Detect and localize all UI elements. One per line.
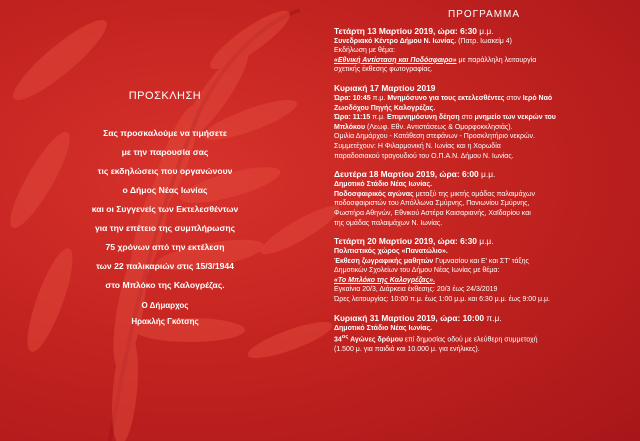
invitation-line: για την επέτειο της συμπλήρωσης bbox=[94, 223, 236, 233]
invitation-line: και οι Συγγενείς των Εκτελεσθέντων bbox=[91, 204, 239, 214]
program-title: ΠΡΟΓΡΑΜΜΑ bbox=[447, 9, 521, 20]
event-line: «Εθνική Αντίσταση και Ποδόσφαιρο» με παράλληλη λειτουργία bbox=[334, 56, 537, 64]
event-line: Ζωοδόχου Πηγής Καλογρέζας. bbox=[334, 104, 436, 112]
event-line: σχετικής έκθεσης φωτογραφίας. bbox=[334, 66, 433, 74]
program-block bbox=[334, 0, 634, 363]
event-date: Τετάρτη 13 Μαρτίου 2019, ώρα: 6:30 μ.μ. bbox=[334, 25, 494, 36]
invitation-line: τις εκδηλώσεις που οργανώνουν bbox=[97, 166, 233, 176]
event-line: Εκδήλωση με θέμα: bbox=[334, 47, 396, 55]
event-line: Ώρες λειτουργίας: 10:00 π.μ. έως 1:00 μ.μ. και 6:30 μ.μ. έως 9:00 μ.μ. bbox=[334, 296, 550, 304]
event-date: Κυριακή 31 Μαρτίου 2019, ώρα: 10:00 π.μ. bbox=[334, 312, 502, 323]
event-line: ποδοσφαιριστών του Απόλλωνα Σμύρνης, Πανιωνίου Σμύρνης, bbox=[334, 200, 530, 208]
event-line: Έκθεση ζωγραφικής μαθητών Γυμνασίου και Ε' και ΣΤ' τάξης bbox=[334, 257, 529, 265]
event-line: $34^{o\varsigma}$ Αγώνες δρόμου επί δημοσίας οδού με ελεύθερη συμμετοχή bbox=[334, 334, 538, 344]
event-date: Τετάρτη 20 Μαρτίου 2019, ώρα: 6:30 μ.μ. bbox=[334, 236, 494, 247]
event-line: Πολιτιστικός χώρος «Πανατώλιο». bbox=[334, 248, 448, 256]
event-line: Ώρα: 10:45 π.μ. Μνημόσυνο για τους εκτελεσθέντες στον Ιερό Ναό bbox=[334, 94, 553, 102]
event-line: παραδοσιακού τραγουδιού του Ο.Π.Α.Ν. Δήμου Ν. Ιωνίας. bbox=[334, 152, 514, 160]
invitation-line: στο Μπλόκο της Καλογρέζας. bbox=[105, 280, 225, 290]
event-line: Συνεδριακό Κέντρο Δήμου Ν. Ιωνίας. (Πατρ. Ιωακείμ 4) bbox=[334, 37, 513, 45]
program-event bbox=[334, 236, 634, 305]
event-line: Φωστήρα Αθηνών, Εθνικού Αστέρα Καισαριανής, Χαϊδαρίου και bbox=[334, 209, 531, 217]
program-event bbox=[334, 313, 634, 355]
event-line: Δημοτικό Στάδιο Νέας Ιωνίας. bbox=[334, 181, 433, 189]
event-line: Συμμετέχουν: Η Φιλαρμονική Ν. Ιωνίας και η Χορωδία bbox=[334, 142, 501, 150]
event-line: Ώρα: 11:15 π.μ. Επιμνημόσυνη δέηση στο μνημείο των νεκρών του bbox=[334, 114, 556, 122]
event-line: «Το Μπλόκο της Καλογρέζας». bbox=[334, 276, 436, 284]
invitation-block bbox=[70, 90, 260, 295]
invitation-line: 75 χρόνων από την εκτέλεση bbox=[105, 242, 225, 252]
event-line: Μπλόκου (Λεωφ. Εθν. Αντιστάσεως & Ομορφοκκλησιάς). bbox=[334, 123, 513, 131]
invitation-title: ΠΡΟΣΚΛΗΣΗ bbox=[128, 90, 202, 102]
event-line: Ομιλία Δημάρχου - Κατάθεση στεφάνων - Προσκλητήριο νεκρών. bbox=[334, 133, 535, 141]
event-line: (1.500 μ. για παιδιά και 10.000 μ. για ενήλικες). bbox=[334, 346, 480, 354]
event-line: Εγκαίνια 20/3, Διάρκεια έκθεσης: 20/3 έως 24/3/2019 bbox=[334, 286, 498, 294]
invitation-line: των 22 παλικαριών στις 15/3/1944 bbox=[96, 261, 234, 271]
invitation-line: Σας προσκαλούμε να τιμήσετε bbox=[103, 128, 227, 138]
program-event bbox=[334, 26, 634, 75]
event-line: Δημοτικό Στάδιο Νέας Ιωνίας. bbox=[334, 324, 433, 332]
program-event bbox=[334, 83, 634, 161]
event-date: Δευτέρα 18 Μαρτίου 2019, ώρα: 6:00 μ.μ. bbox=[334, 169, 496, 180]
event-line: Δημοτικών Σχολείων του Δήμου Νέας Ιωνίας με θέμα: bbox=[334, 267, 500, 275]
program-event bbox=[334, 169, 634, 228]
event-date: Κυριακή 17 Μαρτίου 2019 bbox=[334, 82, 436, 93]
event-line: Ποδοσφαιρικός αγώνας μεταξύ της μικτής ομάδας παλαιμάχων bbox=[334, 190, 535, 198]
invitation-line: με την παρουσία σας bbox=[121, 147, 209, 157]
signature-role: Ο Δήμαρχος bbox=[141, 301, 189, 310]
event-line: της ομάδας παλαιμάχων Ν. Ιωνίας. bbox=[334, 219, 443, 227]
invitation-line: ο Δήμος Νέας Ιωνίας bbox=[122, 185, 208, 195]
signature-block bbox=[70, 298, 260, 330]
signature-name: Ηρακλής Γκότσης bbox=[131, 317, 199, 326]
